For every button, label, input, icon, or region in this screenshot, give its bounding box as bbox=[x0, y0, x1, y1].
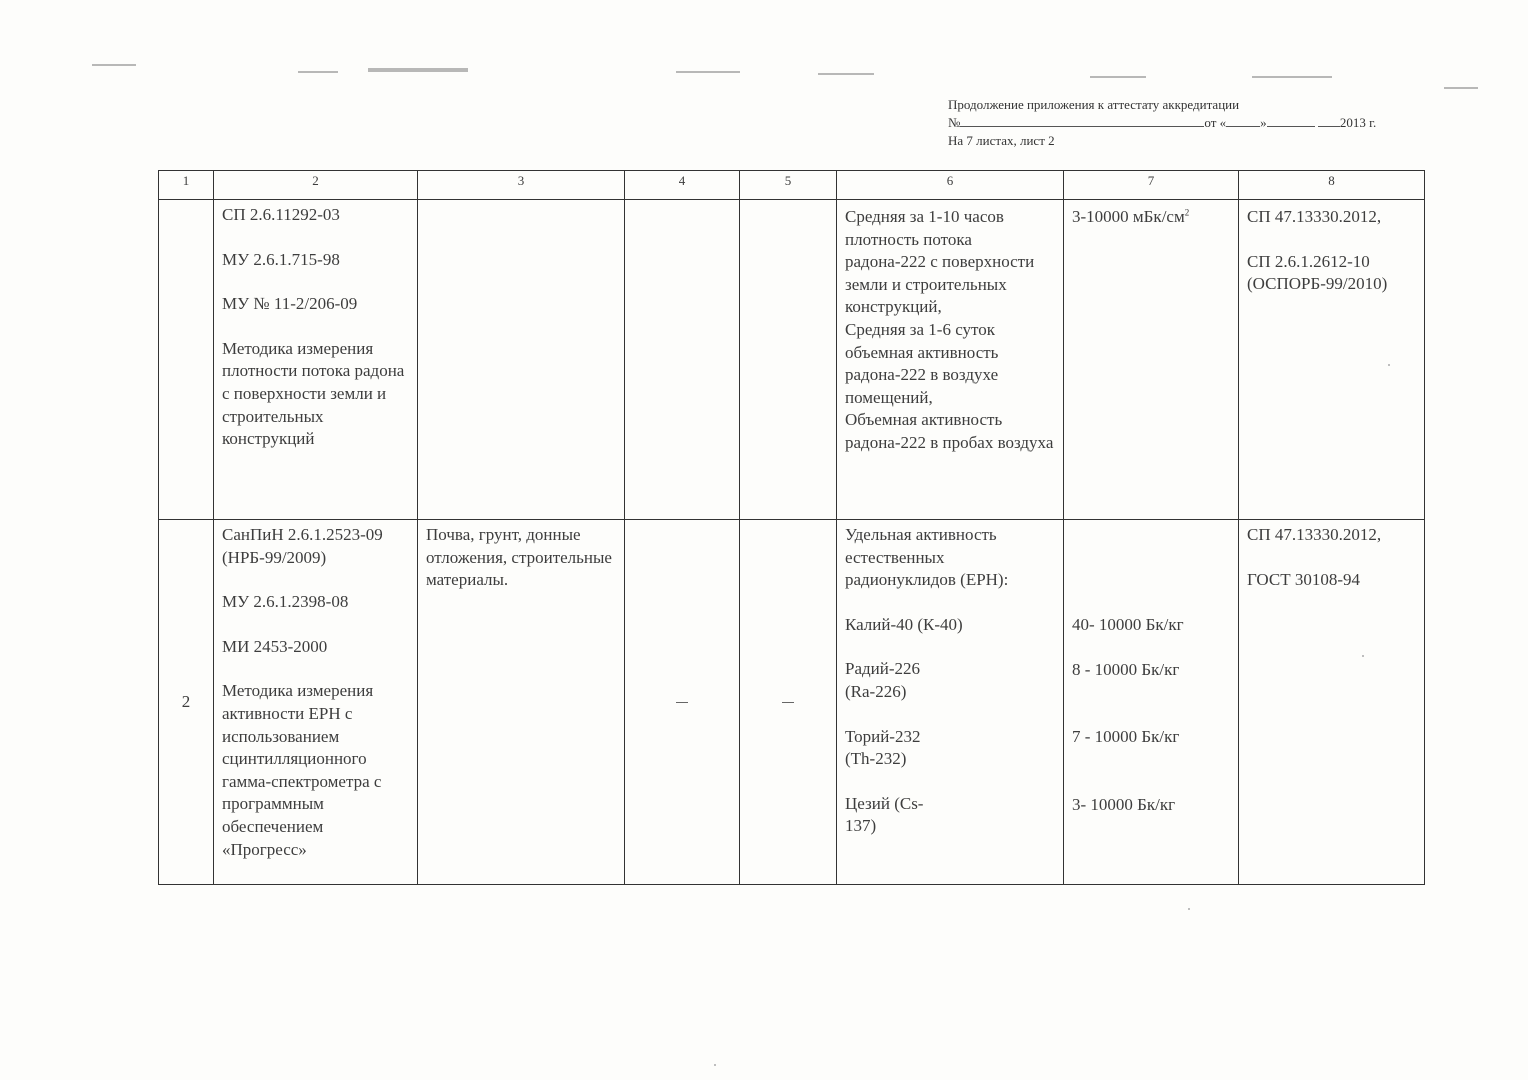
dash-mark bbox=[782, 702, 794, 703]
scan-speck bbox=[1388, 364, 1390, 366]
parameter-intro: Удельная активность естественных радионуклидов (ЕРН): bbox=[845, 525, 1009, 590]
column-header: 4 bbox=[625, 171, 740, 200]
document-line: МУ 2.6.1.2398-08 bbox=[222, 592, 349, 612]
document-cell bbox=[214, 200, 418, 520]
scan-artifact bbox=[818, 73, 874, 75]
normative-cell bbox=[1239, 200, 1425, 520]
parameter-cell bbox=[837, 520, 1064, 885]
parameter-line: Объемная активность радона-222 в пробах воздуха bbox=[845, 410, 1054, 452]
col4-cell bbox=[625, 520, 740, 885]
range-item: 3- 10000 Бк/кг bbox=[1072, 794, 1176, 814]
column-header: 2 bbox=[214, 171, 418, 200]
scan-artifact bbox=[1444, 87, 1478, 89]
document-line: МУ № 11-2/206-09 bbox=[222, 294, 358, 314]
range-superscript: 2 bbox=[1184, 207, 1190, 218]
year-text: 2013 г. bbox=[1339, 115, 1377, 130]
row-number-cell: 2 bbox=[159, 520, 214, 885]
header-row bbox=[159, 171, 1425, 200]
scan-artifact bbox=[298, 71, 338, 73]
col5-cell bbox=[740, 520, 837, 885]
normative-line: ГОСТ 30108-94 bbox=[1247, 569, 1361, 589]
column-header: 5 bbox=[740, 171, 837, 200]
normative-line: СП 47.13330.2012, bbox=[1247, 207, 1382, 226]
scan-artifact bbox=[676, 71, 740, 73]
header-title: Продолжение приложения к аттестату аккредитации bbox=[948, 97, 1240, 112]
scan-speck bbox=[714, 1064, 716, 1066]
column-header: 7 bbox=[1064, 171, 1239, 200]
parameter-line: Средняя за 1-10 часов плотность потока радона-222 с поверхности земли и строительных конструкций, bbox=[845, 207, 1035, 317]
column-header: 8 bbox=[1239, 171, 1425, 200]
accreditation-table bbox=[158, 170, 1425, 885]
scan-speck bbox=[1188, 908, 1190, 910]
range-item: 40- 10000 Бк/кг bbox=[1072, 615, 1184, 634]
scan-artifact bbox=[1252, 76, 1332, 78]
nuclide-item: Цезий (Cs-137) bbox=[845, 793, 924, 836]
range-cell bbox=[1064, 200, 1239, 520]
document-line: МУ 2.6.1.715-98 bbox=[222, 249, 340, 269]
normative-cell bbox=[1239, 520, 1425, 885]
scan-artifact bbox=[1090, 76, 1146, 78]
range-value: 3-10000 мБк/см bbox=[1072, 207, 1185, 226]
parameter-line: Средняя за 1-6 суток объемная активность радона-222 в воздухе помещений, bbox=[845, 319, 999, 407]
col5-cell bbox=[740, 200, 837, 520]
column-header: 3 bbox=[418, 171, 625, 200]
method-description: Методика измерения плотности потока радона с поверхности земли и строительных конструкций bbox=[222, 338, 405, 449]
range-item: 7 - 10000 Бк/кг bbox=[1072, 727, 1180, 747]
column-header: 6 bbox=[837, 171, 1064, 200]
scan-artifact bbox=[368, 68, 468, 72]
col4-cell bbox=[625, 200, 740, 520]
object-cell: Почва, грунт, донные отложения, строительные материалы. bbox=[418, 520, 625, 885]
column-header: 1 bbox=[159, 171, 214, 200]
number-label: № bbox=[948, 115, 961, 130]
row-number-cell bbox=[159, 200, 214, 520]
from-label: от « bbox=[1204, 115, 1227, 130]
object-cell bbox=[418, 200, 625, 520]
range-cell bbox=[1064, 520, 1239, 885]
scan-speck bbox=[1362, 655, 1364, 657]
table-row bbox=[159, 200, 1425, 520]
header-block bbox=[948, 96, 1428, 150]
document-line: СП 2.6.11292-03 bbox=[222, 205, 340, 224]
header-sheets: На 7 листах, лист 2 bbox=[948, 133, 1055, 148]
nuclide-item: Торий-232 (Th-232) bbox=[845, 726, 921, 769]
document-line: МИ 2453-2000 bbox=[222, 636, 328, 656]
dash-mark bbox=[676, 702, 688, 703]
range-item: 8 - 10000 Бк/кг bbox=[1072, 659, 1180, 679]
document-cell bbox=[214, 520, 418, 885]
normative-line: СП 2.6.1.2612-10 (ОСПОРБ-99/2010) bbox=[1247, 251, 1388, 294]
nuclide-item: Радий-226 (Ra-226) bbox=[845, 659, 921, 701]
nuclide-item: Калий-40 (К-40) bbox=[845, 614, 963, 634]
document-line: СанПиН 2.6.1.2523-09 (НРБ-99/2009) bbox=[222, 525, 383, 567]
scan-artifact bbox=[92, 64, 136, 66]
method-description: Методика измерения активности ЕРН с использованием сцинтилляционного гамма-спектрометра с программным обеспечением «Прогресс» bbox=[222, 681, 382, 859]
parameter-cell bbox=[837, 200, 1064, 520]
normative-line: СП 47.13330.2012, bbox=[1247, 525, 1382, 544]
quote-close: » bbox=[1260, 115, 1267, 130]
header-number-line bbox=[948, 114, 1428, 132]
table-row bbox=[159, 520, 1425, 885]
